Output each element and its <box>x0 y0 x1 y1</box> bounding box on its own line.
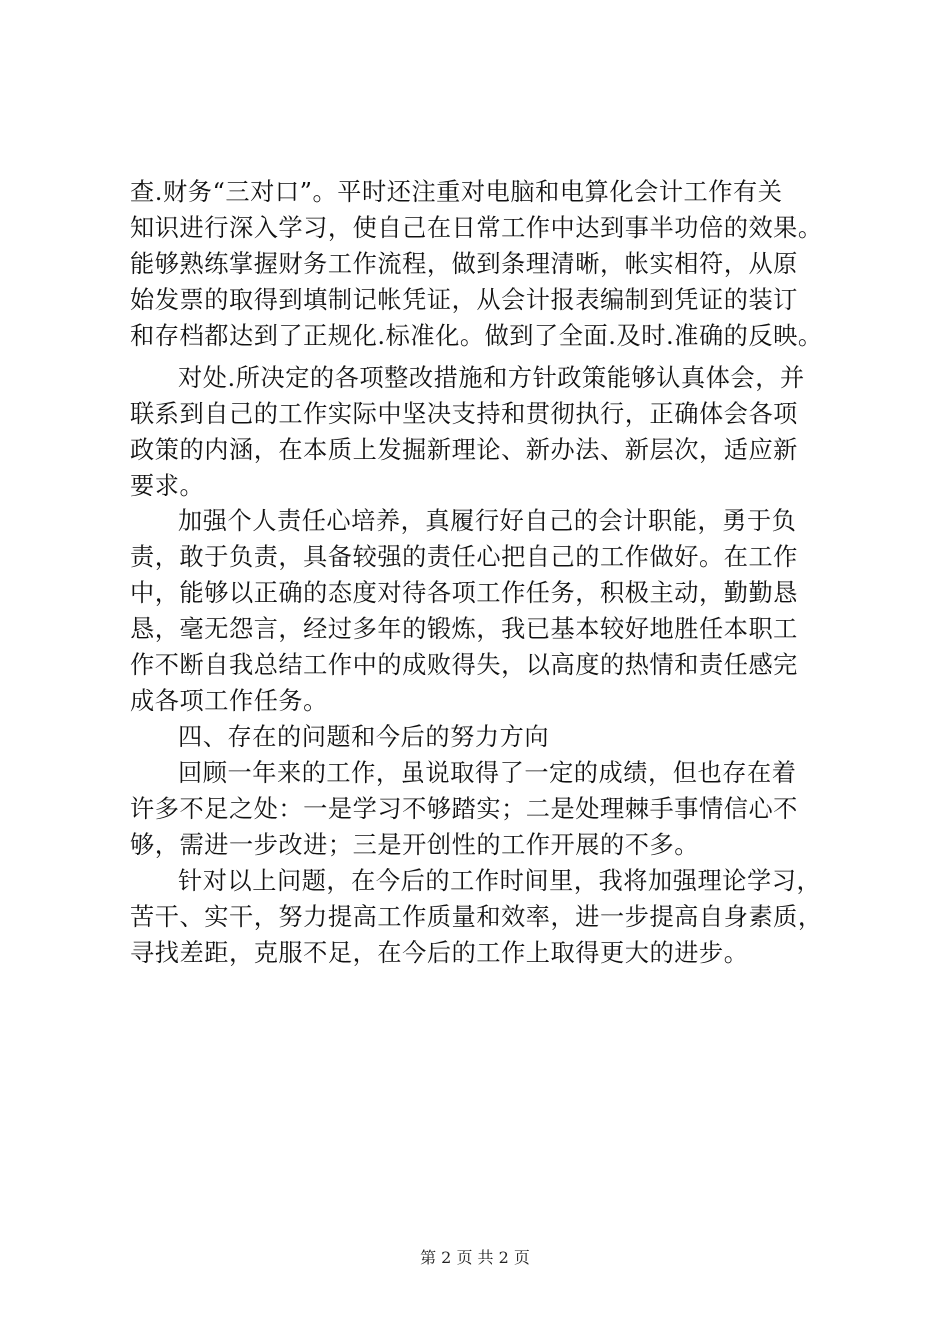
text-line: 要求。 <box>130 472 205 500</box>
text-line: 加强个人责任心培养，真履行好自己的会计职能，勇于负 <box>178 507 797 535</box>
text-line: 回顾一年来的工作，虽说取得了一定的成绩，但也存在着 <box>178 759 797 787</box>
text-line: 苦干、实干，努力提高工作质量和效率，进一步提高自身素质， <box>130 903 823 931</box>
text-line: 知识进行深入学习，使自己在日常工作中达到事半功倍的效果。 <box>130 214 823 242</box>
text-line: 责，敢于负责，具备较强的责任心把自己的工作做好。在工作 <box>130 543 798 571</box>
text-line: 寻找差距，克服不足，在今后的工作上取得更大的进步。 <box>130 939 749 967</box>
text-line: 许多不足之处：一是学习不够踏实；二是处理棘手事情信心不 <box>130 795 798 823</box>
text-line: 作不断自我总结工作中的成败得失，以高度的热情和责任感完 <box>130 651 798 679</box>
text-line: 能够熟练掌握财务工作流程，做到条理清晰，帐实相符，从原 <box>130 250 798 278</box>
text-line: 针对以上问题，在今后的工作时间里，我将加强理论学习， <box>178 867 822 895</box>
text-line: 中，能够以正确的态度对待各项工作任务，积极主动，勤勤恳 <box>130 579 798 607</box>
page-number-footer: 第 2 页 共 2 页 <box>420 1248 530 1267</box>
text-line: 恳，毫无怨言，经过多年的锻炼，我已基本较好地胜任本职工 <box>130 615 798 643</box>
text-line: 始发票的取得到填制记帐凭证，从会计报表编制到凭证的装订 <box>130 286 798 314</box>
section-heading: 四、存在的问题和今后的努力方向 <box>178 723 550 751</box>
text-line: 联系到自己的工作实际中坚决支持和贯彻执行，正确体会各项 <box>130 400 798 428</box>
text-line: 查.财务“三对口”。平时还注重对电脑和电算化会计工作有关 <box>130 178 783 206</box>
text-line: 对处.所决定的各项整改措施和方针政策能够认真体会，并 <box>178 364 805 392</box>
text-line: 政策的内涵，在本质上发掘新理论、新办法、新层次，适应新 <box>130 436 798 464</box>
text-line: 够，需进一步改进；三是开创性的工作开展的不多。 <box>130 831 699 859</box>
text-line: 成各项工作任务。 <box>130 687 328 715</box>
text-line: 和存档都达到了正规化.标准化。做到了全面.及时.准确的反映。 <box>130 322 823 350</box>
